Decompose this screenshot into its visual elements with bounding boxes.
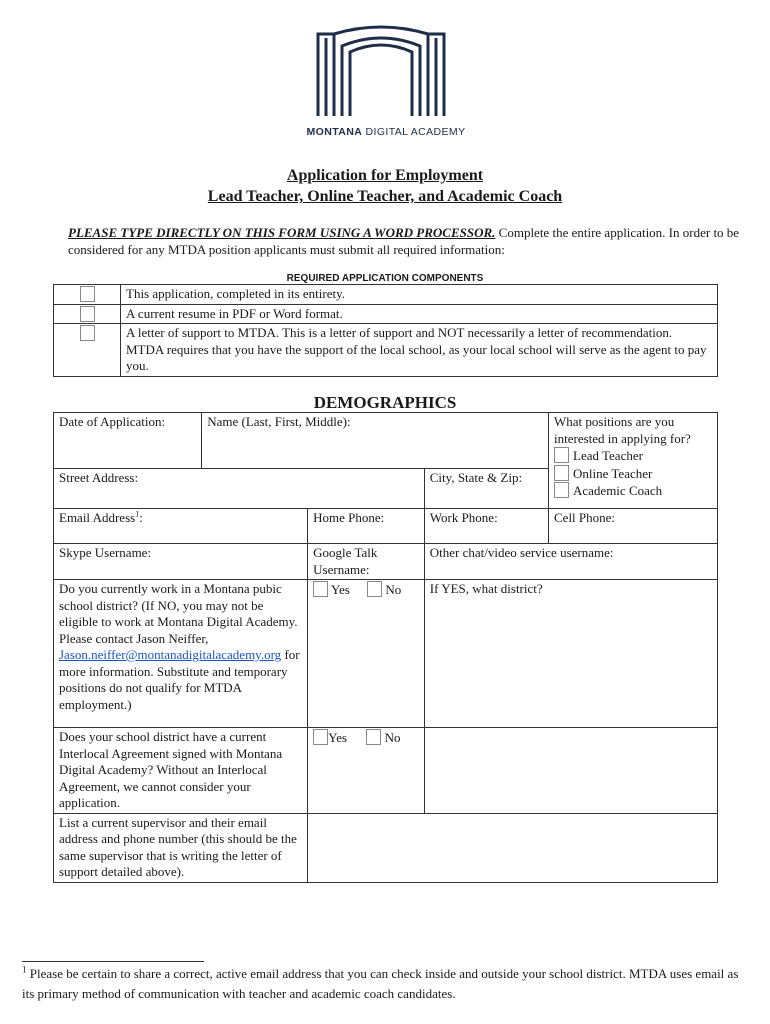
position-option-lead-teacher[interactable]: Lead Teacher: [554, 447, 712, 465]
city-state-zip-field[interactable]: City, State & Zip:: [424, 469, 548, 509]
application-checkbox[interactable]: [80, 286, 95, 302]
yes-no-cell: [308, 728, 425, 814]
required-item-row: [54, 304, 718, 324]
table-row: [54, 728, 718, 814]
demographics-table: [53, 412, 718, 883]
instructions: PLEASE TYPE DIRECTLY ON THIS FORM USING A WORD PROCESSOR. Complete the entire application. In order to be considered for any MTDA position applicants must submit all required information:: [68, 225, 740, 257]
date-of-application-field[interactable]: Date of Application:: [54, 413, 202, 469]
required-item-text: This application, completed in its entirety.: [121, 285, 718, 305]
checkbox-cell: [54, 285, 121, 305]
table-row: [54, 580, 718, 728]
checkbox-icon: [554, 482, 569, 498]
required-components-heading: REQUIRED APPLICATION COMPONENTS: [286, 273, 484, 284]
other-chat-username-field[interactable]: Other chat/video service username:: [424, 544, 717, 580]
supervisor-question: List a current supervisor and their email address and phone number (this should be the same supervisor that is writing the letter of support detailed above).: [54, 813, 308, 882]
page-title: Application for Employment: [286, 167, 484, 184]
montana-district-question: Do you currently work in a Montana pubic school district? (If NO, you may not be eligible to work at Montana Digital Academy. Please contact Jason Neiffer, Jason.neiffer@montanadigitalacademy.org for more information. Substitute and temporary positions do not qualify for MTDA employment.): [54, 580, 308, 728]
email-address-field[interactable]: Email Address$^1$:: [54, 509, 308, 544]
required-item-text: A current resume in PDF or Word format.: [121, 304, 718, 324]
yes-option[interactable]: Yes: [313, 582, 350, 597]
contact-email-link[interactable]: Jason.neiffer@montanadigitalacademy.org: [59, 647, 282, 662]
required-item-text: A letter of support to MTDA. This is a letter of support and NOT necessarily a letter of recommendation. MTDA requires that you have the support of the local school, as your local school will serve as the agent to pay you.: [121, 324, 718, 377]
no-option[interactable]: No: [367, 582, 401, 597]
home-phone-field[interactable]: Home Phone:: [308, 509, 425, 544]
google-talk-username-field[interactable]: Google Talk Username:: [308, 544, 425, 580]
position-option-academic-coach[interactable]: Academic Coach: [554, 482, 712, 500]
letter-checkbox[interactable]: [80, 325, 95, 341]
page-subtitle: Lead Teacher, Online Teacher, and Academic Coach: [207, 188, 563, 205]
checkbox-icon: [367, 581, 382, 597]
supervisor-field[interactable]: [308, 813, 718, 882]
checkbox-icon: [366, 729, 381, 745]
interlocal-notes-field[interactable]: [424, 728, 717, 814]
logo-wordmark: MONTANA DIGITAL ACADEMY: [306, 126, 466, 138]
footnote-divider: [22, 961, 204, 962]
positions-cell: [549, 413, 718, 509]
mtda-logo: [296, 24, 476, 144]
yes-no-cell: [308, 580, 425, 728]
interlocal-agreement-question: Does your school district have a current Interlocal Agreement signed with Montana Digital Academy? Without an Interlocal Agreement, we cannot consider your application.: [54, 728, 308, 814]
table-row: [54, 544, 718, 580]
resume-checkbox[interactable]: [80, 306, 95, 322]
table-row: [54, 509, 718, 544]
street-address-field[interactable]: Street Address:: [54, 469, 425, 509]
no-option[interactable]: No: [366, 730, 400, 745]
table-row: [54, 813, 718, 882]
mtda-m-logo-icon: [306, 24, 456, 116]
required-components-table: [53, 284, 718, 377]
required-item-row: [54, 324, 718, 377]
name-field[interactable]: Name (Last, First, Middle):: [202, 413, 549, 469]
checkbox-icon: [554, 447, 569, 463]
checkbox-icon: [313, 729, 328, 745]
yes-option[interactable]: Yes: [313, 730, 347, 745]
work-phone-field[interactable]: Work Phone:: [424, 509, 548, 544]
what-district-field[interactable]: If YES, what district?: [424, 580, 717, 728]
positions-label: What positions are you interested in applying for?: [554, 414, 691, 446]
skype-username-field[interactable]: Skype Username:: [54, 544, 308, 580]
table-row: [54, 413, 718, 469]
required-item-row: [54, 285, 718, 305]
checkbox-cell: [54, 304, 121, 324]
checkbox-icon: [313, 581, 328, 597]
checkbox-cell: [54, 324, 121, 377]
cell-phone-field[interactable]: Cell Phone:: [549, 509, 718, 544]
footnote: $^1$ Please be certain to share a correct, active email address that you can check inside and outside your school district. MTDA uses email as its primary method of communication with teacher and academic coach candidates.: [22, 964, 739, 1001]
position-option-online-teacher[interactable]: Online Teacher: [554, 465, 712, 483]
demographics-heading: DEMOGRAPHICS: [313, 393, 457, 412]
checkbox-icon: [554, 465, 569, 481]
